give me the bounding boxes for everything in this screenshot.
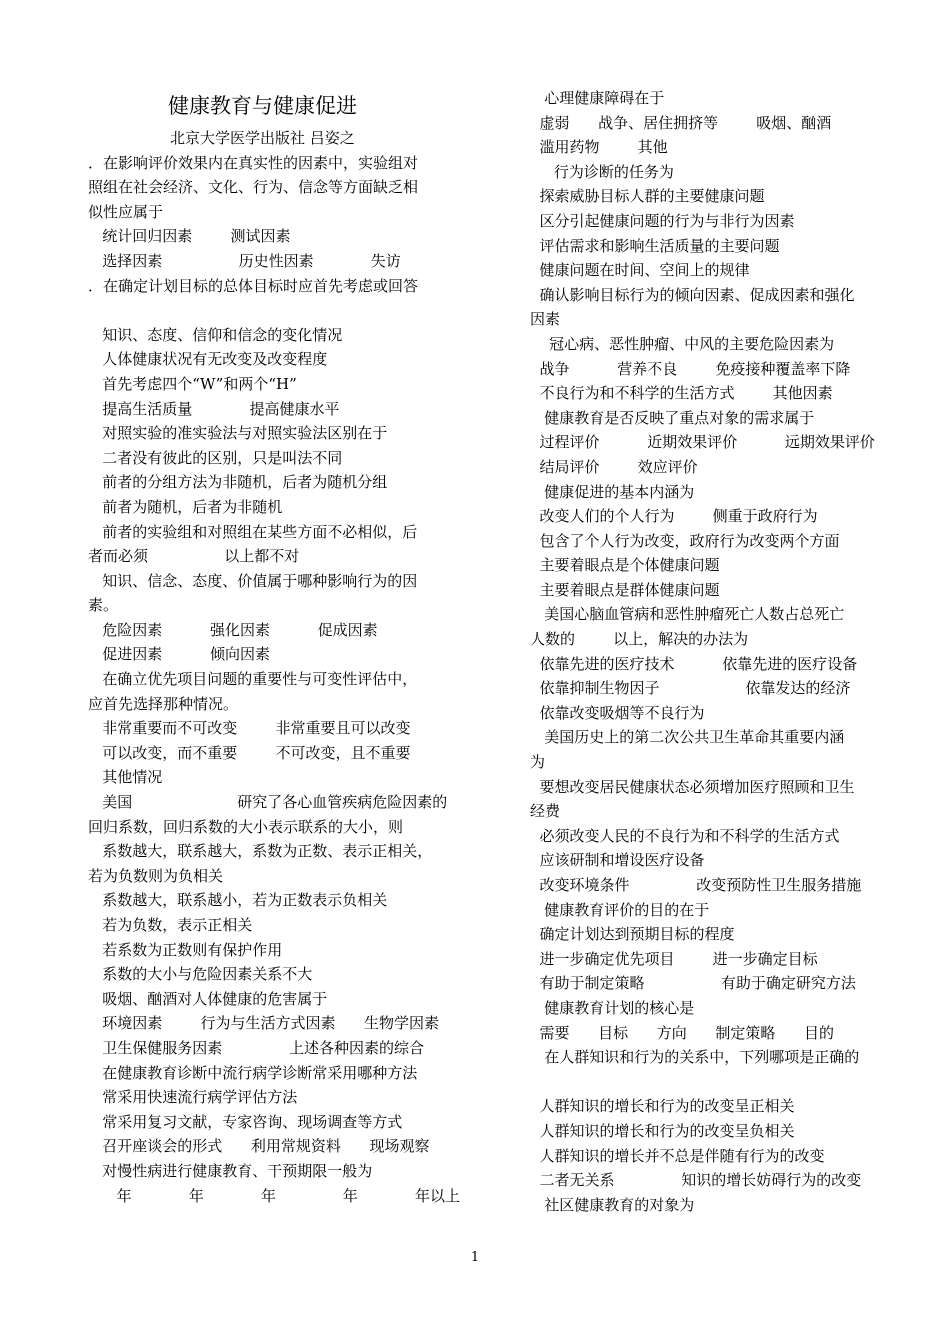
text-line: 美国 研究了各心血管疾病危险因素的 xyxy=(88,793,448,812)
text-line: 常采用复习文献，专家咨询、现场调查等方式 xyxy=(88,1112,403,1131)
text-line: 前者为随机，后者为非随机 xyxy=(88,497,283,516)
text-line: 人群知识的增长并不总是伴随有行为的改变 xyxy=(530,1146,825,1165)
text-line: 依靠抑制生物因子 依靠发达的经济 xyxy=(530,679,851,698)
text-line: 非常重要而不可改变 非常重要且可以改变 xyxy=(88,719,411,738)
text-line: 二者无关系 知识的增长妨碍行为的改变 xyxy=(530,1171,862,1190)
text-line: 美国历史上的第二次公共卫生革命其重要内涵 xyxy=(530,728,845,747)
text-line: 改变环境条件 改变预防性卫生服务措施 xyxy=(530,876,862,894)
text-line xyxy=(530,1070,908,1095)
text-line: 素。 xyxy=(88,596,119,615)
text-line: 危险因素 强化因素 促成因素 xyxy=(88,620,378,639)
text-line: 必须改变人民的不良行为和不科学的生活方式 xyxy=(530,826,840,845)
text-line: 确认影响目标行为的倾向因素、促成因素和强化 xyxy=(530,285,855,304)
left-column-text xyxy=(88,151,464,1209)
text-line: 过程评价 近期效果评价 远期效果评价 xyxy=(530,433,875,452)
text-line: 前者的分组方法为非随机，后者为随机分组 xyxy=(88,473,388,492)
text-line: 进一步确定优先项目 进一步确定目标 xyxy=(530,949,818,968)
text-line: 健康教育计划的核心是 xyxy=(530,998,695,1017)
text-line: 若为负数则为负相关 xyxy=(88,866,224,885)
text-line: 人体健康状况有无改变及改变程度 xyxy=(88,350,328,369)
text-line: 可以改变，而不重要 不可改变，且不重要 xyxy=(88,743,411,762)
page-number: 1 xyxy=(470,1250,480,1265)
document-title: 健康教育与健康促进 xyxy=(168,94,357,118)
text-line: 滥用药物 其他 xyxy=(530,138,668,157)
text-line: 吸烟、酗酒对人体健康的危害属于 xyxy=(88,989,328,1008)
text-line: 探索威胁目标人群的主要健康问题 xyxy=(530,187,765,206)
text-line: 其他情况 xyxy=(88,768,163,787)
text-line: 社区健康教育的对象为 xyxy=(530,1195,695,1214)
text-line: 结局评价 效应评价 xyxy=(530,457,698,476)
text-line: 战争 营养不良 免疫接种覆盖率下降 xyxy=(530,359,851,378)
text-line: 健康教育评价的目的在于 xyxy=(530,900,710,919)
text-line: 首先考虑四个“W”和两个“H” xyxy=(88,374,297,393)
text-line: 系数越大，联系越小，若为正数表示负相关 xyxy=(88,891,388,910)
text-line: 有助于制定策略 有助于确定研究方法 xyxy=(530,974,856,993)
text-line: 经费 xyxy=(530,802,561,821)
text-line: 行为诊断的任务为 xyxy=(530,162,674,181)
text-line: 照组在社会经济、文化、行为、信念等方面缺乏相 xyxy=(88,178,419,197)
text-line: 主要着眼点是个体健康问题 xyxy=(530,556,720,575)
text-line: 确定计划达到预期目标的程度 xyxy=(530,925,735,944)
text-line: 冠心病、恶性肿瘤、中风的主要危险因素为 xyxy=(530,334,835,353)
text-line xyxy=(88,298,464,323)
text-line: 健康问题在时间、空间上的规律 xyxy=(530,261,750,280)
text-line: 在人群知识和行为的关系中，下列哪项是正确的 xyxy=(530,1048,860,1067)
text-line: 心理健康障碍在于 xyxy=(530,89,665,107)
right-column xyxy=(530,86,908,1217)
left-column xyxy=(88,86,464,1208)
text-line: 要想改变居民健康状态必须增加医疗照顾和卫生 xyxy=(530,777,855,796)
text-line: 应首先选择那种情况。 xyxy=(88,694,239,713)
text-line: 在健康教育诊断中流行病学诊断常采用哪种方法 xyxy=(88,1063,418,1082)
text-line: 应该研制和增设医疗设备 xyxy=(530,851,705,870)
text-line: 常采用快速流行病学评估方法 xyxy=(88,1088,298,1107)
text-line: 若系数为正数则有保护作用 xyxy=(88,940,283,959)
text-line: 召开座谈会的形式 利用常规资料 现场观察 xyxy=(88,1137,430,1156)
document-author: 北京大学医学出版社 吕姿之 xyxy=(170,129,355,147)
text-line: 人群知识的增长和行为的改变呈负相关 xyxy=(530,1121,795,1140)
text-line: 促进因素 倾向因素 xyxy=(88,645,270,664)
text-line: 选择因素 历史性因素 失访 xyxy=(88,251,401,270)
text-line: ．在确定计划目标的总体目标时应首先考虑或回答 xyxy=(88,276,419,295)
text-line: 包含了个人行为改变，政府行为改变两个方面 xyxy=(530,531,840,550)
text-line: 系数越大，联系越大，系数为正数、表示正相关， xyxy=(88,842,433,861)
text-line: ．在影响评价效果内在真实性的因素中，实验组对 xyxy=(88,153,419,172)
text-line: 若为负数，表示正相关 xyxy=(88,916,253,934)
text-line: 因素 xyxy=(530,310,561,329)
text-line: 二者没有彼此的区别，只是叫法不同 xyxy=(88,448,343,467)
text-line: 健康教育是否反映了重点对象的需求属于 xyxy=(530,408,815,427)
text-line: 对慢性病进行健康教育、干预期限一般为 xyxy=(88,1161,373,1180)
text-line: 需要 目标 方向 制定策略 目的 xyxy=(530,1023,834,1042)
text-line: 统计回归因素 测试因素 xyxy=(88,227,291,246)
text-line: 知识、态度、信仰和信念的变化情况 xyxy=(88,325,343,344)
text-line: 知识、信念、态度、价值属于哪种影响行为的因 xyxy=(88,571,418,590)
text-line: 虚弱 战争、居住拥挤等 吸烟、酗酒 xyxy=(530,113,832,132)
text-line: 环境因素 行为与生活方式因素 生物学因素 xyxy=(88,1014,440,1033)
text-line: 改变人们的个人行为 侧重于政府行为 xyxy=(530,507,818,526)
text-line: 在确立优先项目问题的重要性与可变性评估中， xyxy=(88,670,418,689)
text-line: 依靠先进的医疗技术 依靠先进的医疗设备 xyxy=(530,654,858,673)
text-line: 前者的实验组和对照组在某些方面不必相似，后 xyxy=(88,522,418,541)
text-line: 人群知识的增长和行为的改变呈正相关 xyxy=(530,1097,795,1116)
text-line: 依靠改变吸烟等不良行为 xyxy=(530,703,705,722)
text-line: 主要着眼点是群体健康问题 xyxy=(530,580,720,599)
text-line: 区分引起健康问题的行为与非行为因素 xyxy=(530,211,795,230)
text-line: 不良行为和不科学的生活方式 其他因素 xyxy=(530,384,833,403)
text-line: 回归系数，回归系数的大小表示联系的大小，则 xyxy=(88,817,404,836)
text-line: 健康促进的基本内涵为 xyxy=(530,482,695,501)
text-line: 评估需求和影响生活质量的主要问题 xyxy=(530,236,780,255)
text-line: 系数的大小与危险因素关系不大 xyxy=(88,965,313,984)
text-line: 似性应属于 xyxy=(88,202,164,221)
text-line: 对照实验的准实验法与对照实验法区别在于 xyxy=(88,424,388,443)
right-column-text xyxy=(530,86,908,1217)
text-line: 为 xyxy=(530,753,546,772)
text-line: 人数的 以上，解决的办法为 xyxy=(530,630,749,649)
text-line: 提高生活质量 提高健康水平 xyxy=(88,399,340,418)
text-line: 年 年 年 年 年以上 xyxy=(88,1186,461,1205)
text-line: 者而必须 以上都不对 xyxy=(88,547,300,566)
text-line: 卫生保健服务因素 上述各种因素的综合 xyxy=(88,1038,425,1057)
text-line: 美国心脑血管病和恶性肿瘤死亡人数占总死亡 xyxy=(530,605,845,624)
